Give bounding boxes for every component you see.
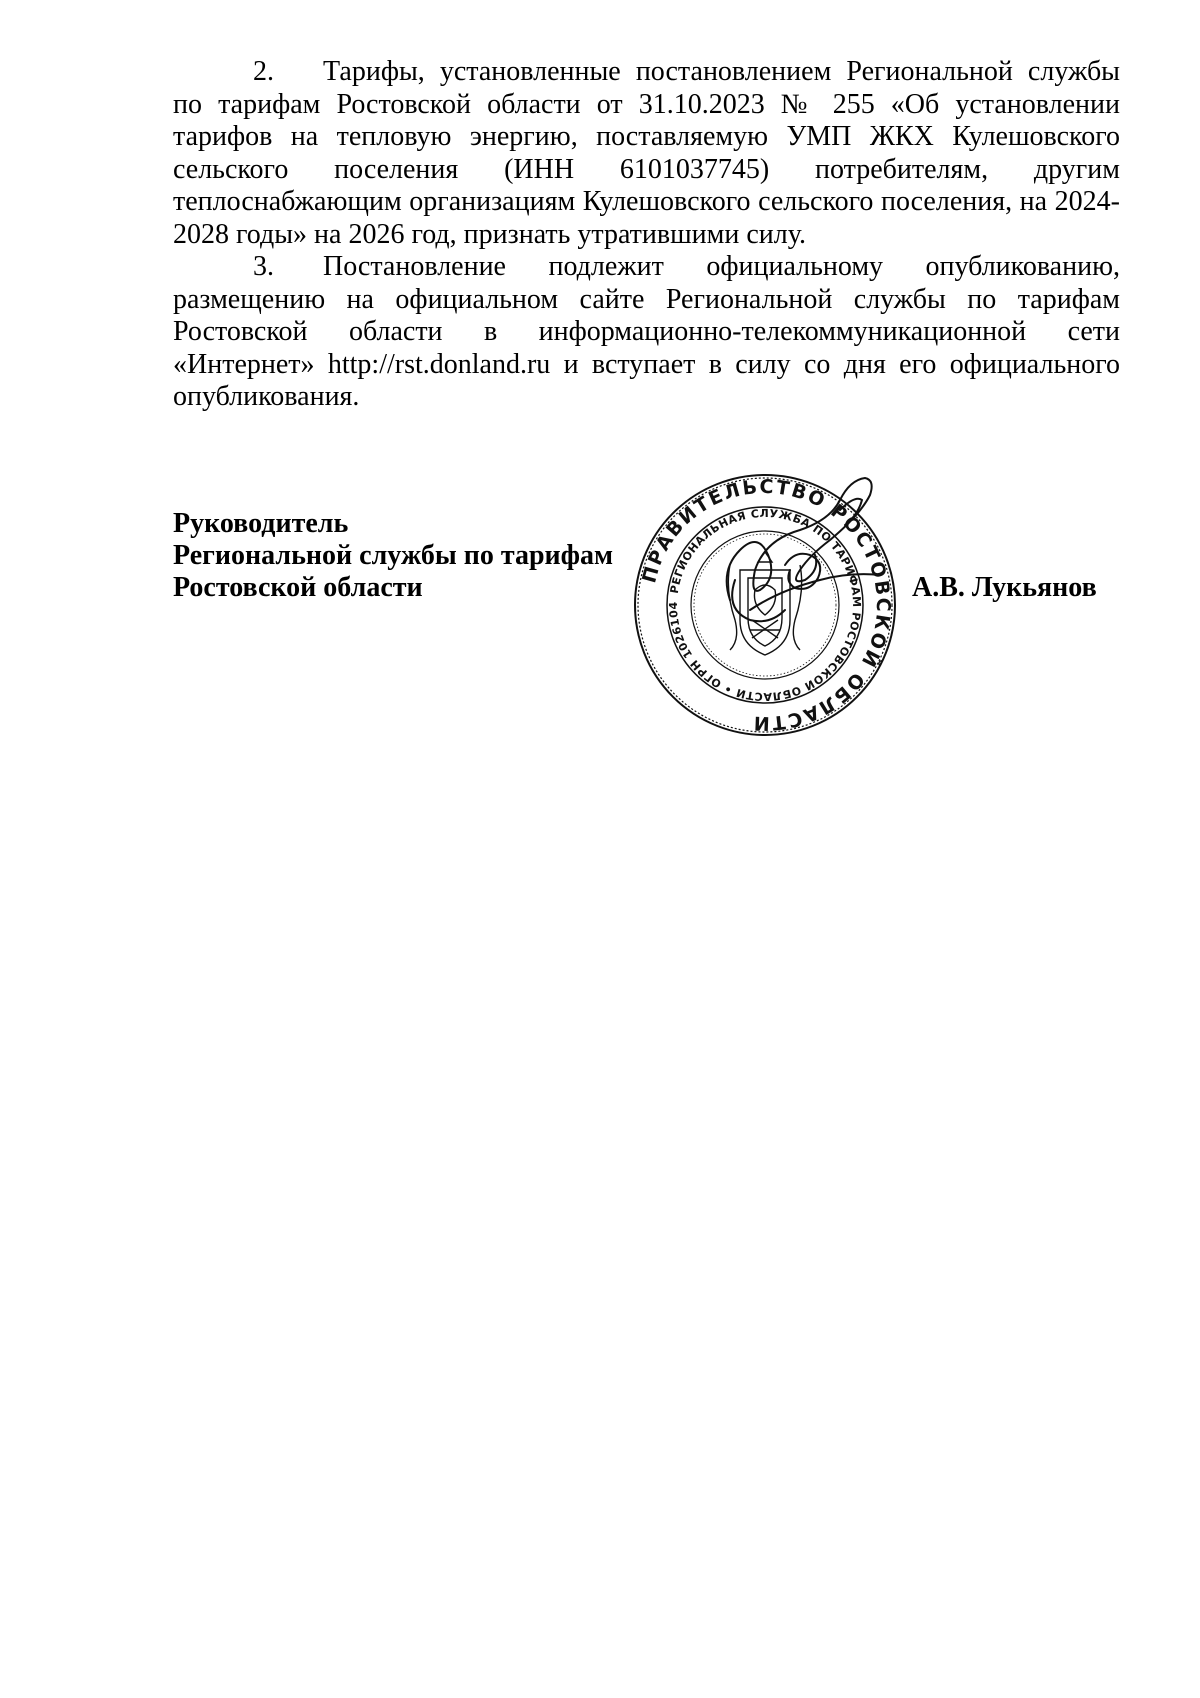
svg-text:ПРАВИТЕЛЬСТВО РОСТОВСКОЙ ОБЛАС: ПРАВИТЕЛЬСТВО РОСТОВСКОЙ ОБЛАСТИ — [638, 475, 895, 735]
document-body — [173, 56, 1120, 414]
signatory-title-line: Ростовской области — [173, 572, 423, 603]
handwritten-signature-icon — [690, 470, 910, 670]
signatory-title-line: Руководитель — [173, 508, 349, 539]
signatory-title — [173, 508, 613, 604]
paragraph-text: Постановление подлежит официальному опубликованию, размещению на официальном сайте Региональной службы по тарифам Ростовской области в информационно-телекоммуникационной сети «Интернет» http://rst.donland.ru и вступает в силу со дня его официального опубликования. — [173, 251, 1120, 412]
paragraph-number: 2. — [253, 56, 274, 87]
svg-text:РЕГИОНАЛЬНАЯ СЛУЖБА ПО ТАРИФАМ: РЕГИОНАЛЬНАЯ СЛУЖБА ПО ТАРИФАМ РОСТОВСКОЙ ОБЛАСТИ • ОГРН 1026104 — [666, 506, 864, 704]
paragraph-text: Тарифы, установленные постановлением Региональной службы по тарифам Ростовской области от 31.10.2023 № 255 «Об установлении тарифов на тепловую энергию, поставляемую УМП ЖКХ Кулешовского сельского поселения (ИНН 6101037745) потребителям, другим теплоснабжающим организациям Кулешовского сельского поселения, на 2024-2028 годы» на 2026 год, признать утратившими силу. — [173, 56, 1120, 250]
paragraph-number: 3. — [253, 251, 274, 282]
signatory-title-line: Региональной службы по тарифам — [173, 540, 614, 571]
paragraph-2 — [173, 56, 1120, 251]
paragraph-3 — [173, 251, 1120, 414]
signer-name: А.В. Лукьянов — [912, 572, 1097, 603]
